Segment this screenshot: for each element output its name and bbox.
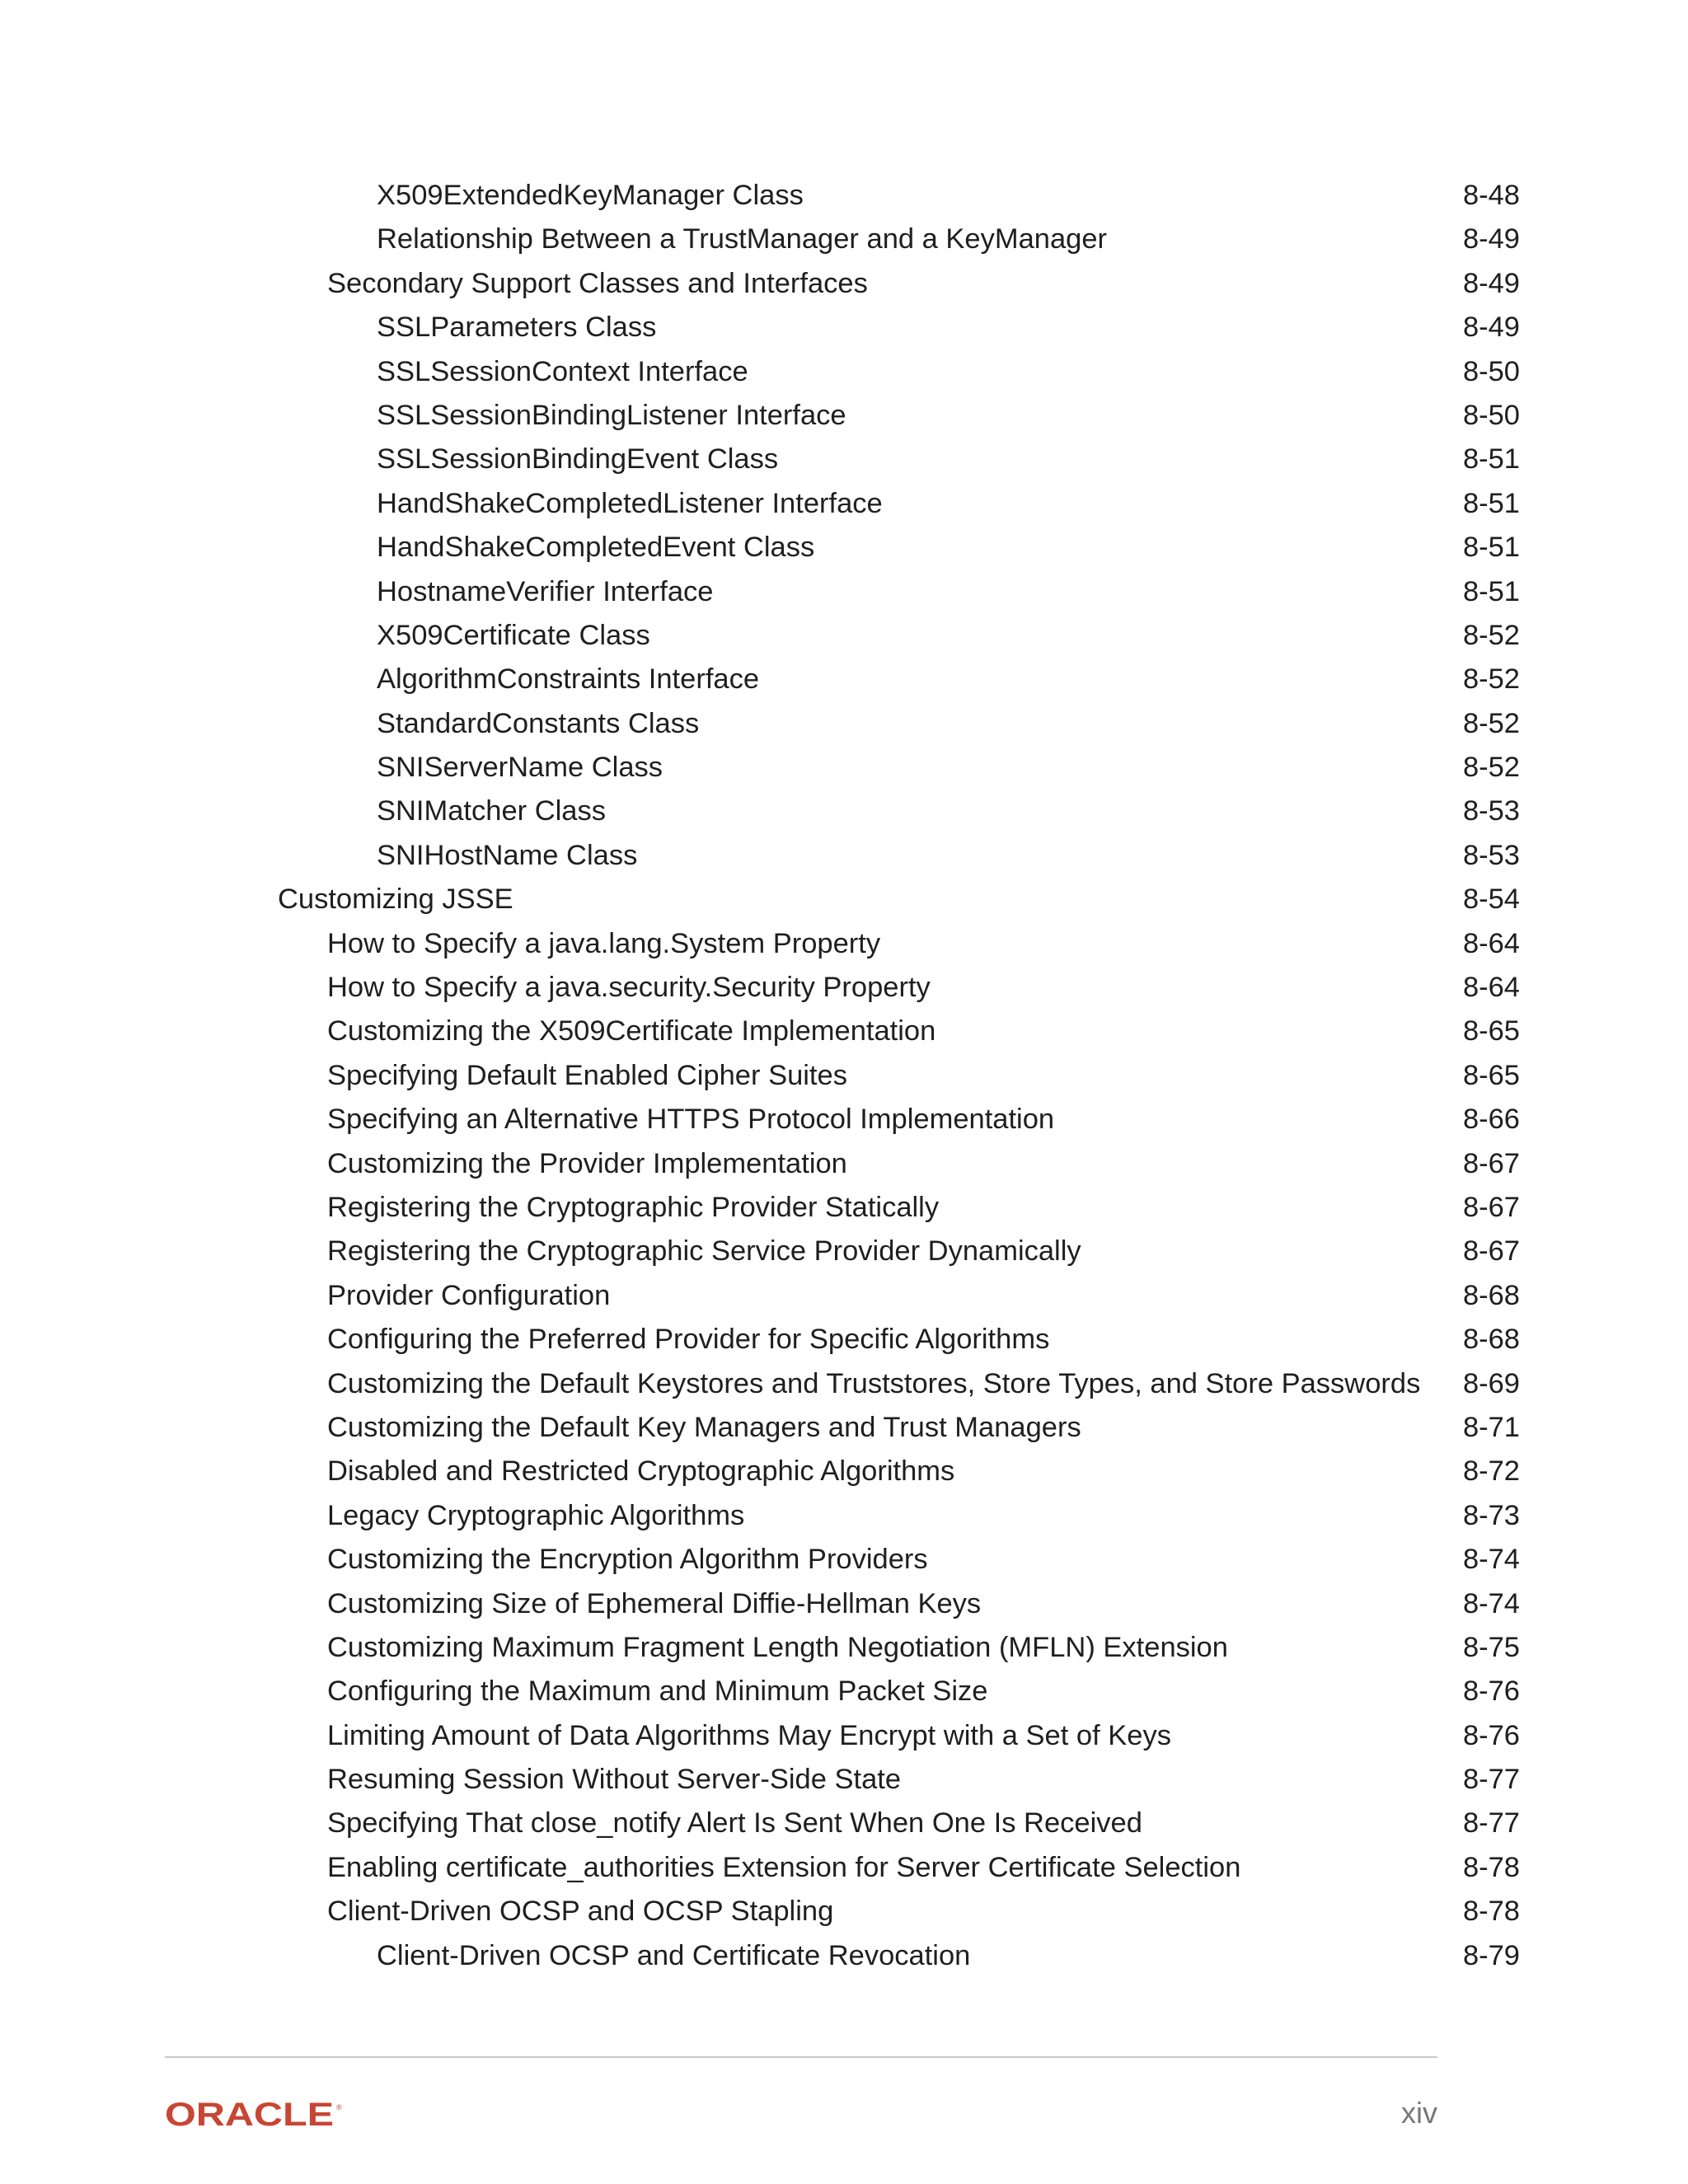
toc-entry-page[interactable]: 8-52 [1462, 752, 1520, 784]
toc-entry-title[interactable]: Configuring the Maximum and Minimum Packet Size [327, 1675, 988, 1708]
toc-entry-page[interactable]: 8-52 [1462, 663, 1520, 696]
toc-entry-title[interactable]: Client-Driven OCSP and OCSP Stapling [327, 1896, 834, 1928]
toc-entry-title[interactable]: Relationship Between a TrustManager and a KeyManager [377, 223, 1108, 255]
toc-entry-title[interactable]: Customizing the Default Key Managers and Trust Managers [327, 1411, 1081, 1443]
toc-entry-page[interactable]: 8-77 [1462, 1807, 1520, 1840]
toc-entry[interactable] [0, 526, 1688, 569]
toc-entry-page[interactable]: 8-50 [1462, 399, 1520, 431]
toc-entry[interactable] [0, 1010, 1688, 1053]
oracle-logo [165, 2100, 346, 2132]
toc-entry[interactable] [0, 1758, 1688, 1802]
toc-entry-title[interactable]: Limiting Amount of Data Algorithms May Encrypt with a Set of Keys [327, 1719, 1171, 1751]
toc-entry-page[interactable]: 8-49 [1462, 223, 1520, 255]
toc-entry[interactable] [0, 1142, 1688, 1186]
toc-entry-title[interactable]: Customizing Maximum Fragment Length Negotiation (MFLN) Extension [327, 1631, 1228, 1663]
toc-entry-page[interactable]: 8-51 [1462, 443, 1520, 476]
toc-entry-page[interactable]: 8-71 [1462, 1411, 1520, 1443]
toc-entry[interactable] [0, 1670, 1688, 1713]
toc-entry[interactable] [0, 966, 1688, 1010]
toc-entry-page[interactable]: 8-53 [1462, 839, 1520, 871]
toc-entry-page[interactable]: 8-49 [1462, 312, 1520, 344]
toc-entry-page[interactable]: 8-76 [1462, 1675, 1520, 1708]
toc-entry-page[interactable]: 8-64 [1462, 972, 1520, 1004]
toc-entry-page[interactable]: 8-79 [1462, 1939, 1520, 1971]
toc-entry-page[interactable]: 8-78 [1462, 1896, 1520, 1928]
toc-entry-title[interactable]: SSLSessionBindingListener Interface [377, 399, 846, 431]
toc-entry-page[interactable]: 8-72 [1462, 1455, 1520, 1488]
toc-entry-page[interactable]: 8-75 [1462, 1631, 1520, 1663]
toc-entry[interactable] [0, 1538, 1688, 1582]
toc-entry[interactable] [0, 1230, 1688, 1273]
toc-entry-page[interactable]: 8-73 [1462, 1499, 1520, 1531]
toc-entry[interactable] [0, 1802, 1688, 1845]
toc-entry-title[interactable]: Enabling certificate_authorities Extension for Server Certificate Selection [327, 1851, 1241, 1883]
toc-entry-title[interactable]: Customizing JSSE [278, 883, 513, 916]
toc-entry-title[interactable]: StandardConstants Class [377, 707, 700, 739]
svg-text:®: ® [336, 2103, 342, 2111]
toc-entry[interactable] [0, 1054, 1688, 1098]
toc-entry-title[interactable]: How to Specify a java.security.Security Property [327, 972, 931, 1004]
toc-entry[interactable] [0, 1362, 1688, 1406]
toc-entry-title[interactable]: How to Specify a java.lang.System Property [327, 927, 881, 959]
toc-entry-title[interactable]: AlgorithmConstraints Interface [377, 663, 760, 696]
table-of-contents [0, 174, 1688, 1978]
toc-entry[interactable] [0, 1406, 1688, 1450]
toc-entry-title[interactable]: X509ExtendedKeyManager Class [377, 180, 804, 211]
toc-entry-title[interactable]: SSLSessionContext Interface [377, 355, 748, 387]
toc-entry-title[interactable]: HandShakeCompletedListener Interface [377, 487, 883, 519]
toc-entry[interactable] [0, 306, 1688, 349]
toc-entry-title[interactable]: Disabled and Restricted Cryptographic Algorithms [327, 1455, 955, 1488]
toc-entry-title[interactable]: Legacy Cryptographic Algorithms [327, 1499, 745, 1531]
toc-entry-page[interactable]: 8-52 [1462, 707, 1520, 739]
toc-entry-page[interactable]: 8-51 [1462, 487, 1520, 519]
toc-entry-title[interactable]: Customizing the Encryption Algorithm Providers [327, 1544, 928, 1576]
toc-entry-page[interactable]: 8-49 [1462, 267, 1520, 299]
toc-entry[interactable] [0, 878, 1688, 921]
toc-entry-title[interactable]: Resuming Session Without Server-Side State [327, 1764, 902, 1796]
toc-entry[interactable] [0, 1890, 1688, 1933]
toc-entry[interactable] [0, 1274, 1688, 1318]
toc-entry[interactable] [0, 482, 1688, 526]
toc-entry-page[interactable]: 8-78 [1462, 1851, 1520, 1883]
toc-entry[interactable] [0, 746, 1688, 790]
toc-entry-title[interactable]: Registering the Cryptographic Service Provider Dynamically [327, 1235, 1081, 1268]
toc-entry-title[interactable]: Customizing Size of Ephemeral Diffie-Hellman Keys [327, 1587, 982, 1619]
toc-entry-title[interactable]: Customizing the Default Keystores and Truststores, Store Types, and Store Passwords [327, 1367, 1421, 1399]
toc-entry-title[interactable]: HandShakeCompletedEvent Class [377, 532, 815, 564]
toc-entry[interactable] [0, 834, 1688, 878]
toc-entry[interactable] [0, 1450, 1688, 1493]
toc-entry-title[interactable]: Provider Configuration [327, 1279, 611, 1311]
toc-entry[interactable] [0, 702, 1688, 746]
toc-entry-page[interactable]: 8-74 [1462, 1587, 1520, 1619]
toc-entry-title[interactable]: Registering the Cryptographic Provider Statically [327, 1191, 940, 1223]
toc-entry-page[interactable]: 8-66 [1462, 1104, 1520, 1136]
toc-entry[interactable] [0, 262, 1688, 306]
toc-entry-title[interactable]: Specifying an Alternative HTTPS Protocol Implementation [327, 1104, 1055, 1136]
toc-entry-page[interactable]: 8-67 [1462, 1235, 1520, 1268]
toc-entry-page[interactable]: 8-68 [1462, 1279, 1520, 1311]
toc-entry[interactable] [0, 922, 1688, 966]
toc-entry-title[interactable]: Customizing the X509Certificate Implementation [327, 1015, 936, 1047]
toc-entry[interactable] [0, 1318, 1688, 1361]
toc-entry-title[interactable]: SSLSessionBindingEvent Class [377, 443, 779, 476]
toc-entry-page[interactable]: 8-67 [1462, 1191, 1520, 1223]
toc-entry-page[interactable]: 8-65 [1462, 1015, 1520, 1047]
toc-entry-page[interactable]: 8-68 [1462, 1324, 1520, 1356]
toc-entry[interactable] [0, 790, 1688, 833]
footer-divider [165, 2056, 1437, 2058]
toc-entry-page[interactable]: 8-69 [1462, 1367, 1520, 1399]
toc-entry-title[interactable]: SSLParameters Class [377, 312, 657, 344]
toc-entry-page[interactable]: 8-76 [1462, 1719, 1520, 1751]
toc-entry-title[interactable]: Client-Driven OCSP and Certificate Revocation [377, 1939, 971, 1971]
toc-entry-page[interactable]: 8-51 [1462, 575, 1520, 607]
toc-entry-page[interactable]: 8-77 [1462, 1764, 1520, 1796]
toc-entry[interactable] [0, 1846, 1688, 1890]
toc-entry-title[interactable]: SNIHostName Class [377, 839, 638, 871]
toc-entry[interactable] [0, 1934, 1688, 1978]
page-number: xiv [1401, 2096, 1437, 2130]
toc-entry[interactable] [0, 614, 1688, 658]
toc-entry[interactable] [0, 1626, 1688, 1670]
toc-entry-page[interactable]: 8-74 [1462, 1544, 1520, 1576]
toc-entry[interactable] [0, 1714, 1688, 1758]
toc-entry-title[interactable]: Specifying That close_notify Alert Is Sent When One Is Received [327, 1807, 1142, 1840]
svg-text:ORACLE: ORACLE [165, 2100, 334, 2128]
toc-entry[interactable] [0, 394, 1688, 438]
toc-entry-title[interactable]: Customizing the Provider Implementation [327, 1147, 847, 1179]
toc-entry-page[interactable]: 8-54 [1462, 883, 1520, 916]
toc-entry[interactable] [0, 1582, 1688, 1626]
toc-entry-title[interactable]: SNIMatcher Class [377, 795, 606, 827]
toc-entry[interactable] [0, 658, 1688, 701]
toc-entry[interactable] [0, 1098, 1688, 1141]
toc-entry[interactable] [0, 1494, 1688, 1538]
toc-entry[interactable] [0, 1186, 1688, 1230]
toc-entry-page[interactable]: 8-51 [1462, 532, 1520, 564]
toc-entry-title[interactable]: SNIServerName Class [377, 752, 663, 784]
toc-entry-title[interactable]: Configuring the Preferred Provider for Specific Algorithms [327, 1324, 1050, 1356]
toc-entry[interactable] [0, 174, 1688, 218]
toc-entry[interactable] [0, 350, 1688, 394]
toc-entry[interactable] [0, 570, 1688, 614]
toc-entry-title[interactable]: X509Certificate Class [377, 619, 650, 651]
toc-entry-page[interactable]: 8-50 [1462, 355, 1520, 387]
toc-entry-page[interactable]: 8-65 [1462, 1059, 1520, 1091]
toc-entry-title[interactable]: HostnameVerifier Interface [377, 575, 714, 607]
toc-entry-title[interactable]: Secondary Support Classes and Interfaces [327, 267, 868, 299]
toc-entry-page[interactable]: 8-53 [1462, 795, 1520, 827]
toc-entry-page[interactable]: 8-52 [1462, 619, 1520, 651]
toc-entry-title[interactable]: Specifying Default Enabled Cipher Suites [327, 1059, 847, 1091]
toc-entry-page[interactable]: 8-64 [1462, 927, 1520, 959]
toc-entry-page[interactable]: 8-48 [1462, 180, 1520, 211]
toc-entry[interactable] [0, 218, 1688, 261]
toc-entry-page[interactable]: 8-67 [1462, 1147, 1520, 1179]
toc-entry[interactable] [0, 438, 1688, 481]
